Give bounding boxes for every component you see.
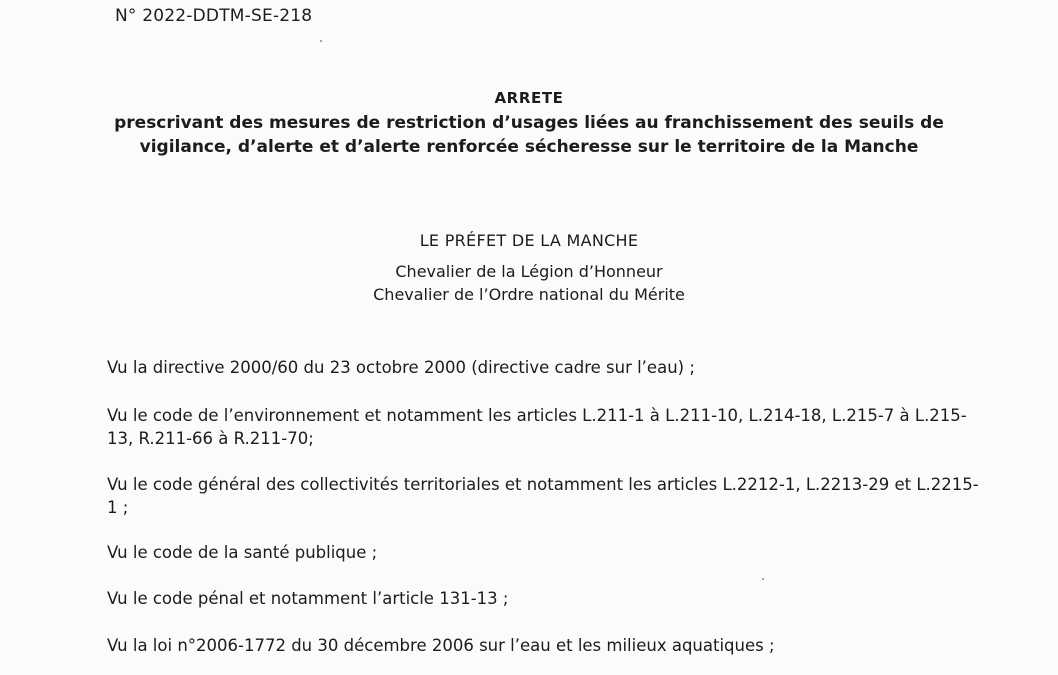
consideration-item: Vu le code général des collectivités territoriales et notamment les articles L.2212-1, L.2213-29 et L.2215-1 ; xyxy=(107,475,979,517)
consideration-item: Vu la directive 2000/60 du 23 octobre 2000 (directive cadre sur l’eau) ; xyxy=(107,358,695,377)
scan-speck xyxy=(320,40,322,42)
consideration-item: Vu la loi n°2006-1772 du 30 décembre 2006 sur l’eau et les milieux aquatiques ; xyxy=(107,636,775,655)
authority-block xyxy=(0,231,1058,306)
authority-title: LE PRÉFET DE LA MANCHE xyxy=(419,231,639,250)
honor-merite: Chevalier de l’Ordre national du Mérite xyxy=(373,285,685,304)
title-block xyxy=(0,89,1058,159)
document-subtitle-line-2: vigilance, d’alerte et d’alerte renforcée sécheresse sur le territoire de la Manche xyxy=(139,137,919,157)
document-title: ARRETE xyxy=(494,89,564,107)
honor-legion: Chevalier de la Légion d’Honneur xyxy=(395,262,663,281)
document-subtitle-line-1: prescrivant des mesures de restriction d’usages liées au franchissement des seuils de xyxy=(114,113,944,133)
document-reference: N° 2022-DDTM-SE-218 xyxy=(115,6,313,26)
scan-speck xyxy=(762,578,764,580)
consideration-item: Vu le code pénal et notamment l’article 131-13 ; xyxy=(107,589,509,608)
consideration-item: Vu le code de la santé publique ; xyxy=(107,543,378,562)
consideration-item: Vu le code de l’environnement et notamment les articles L.211-1 à L.211-10, L.214-18, L.215-7 à L.215-13, R.211-66 à R.211-70; xyxy=(107,406,967,448)
